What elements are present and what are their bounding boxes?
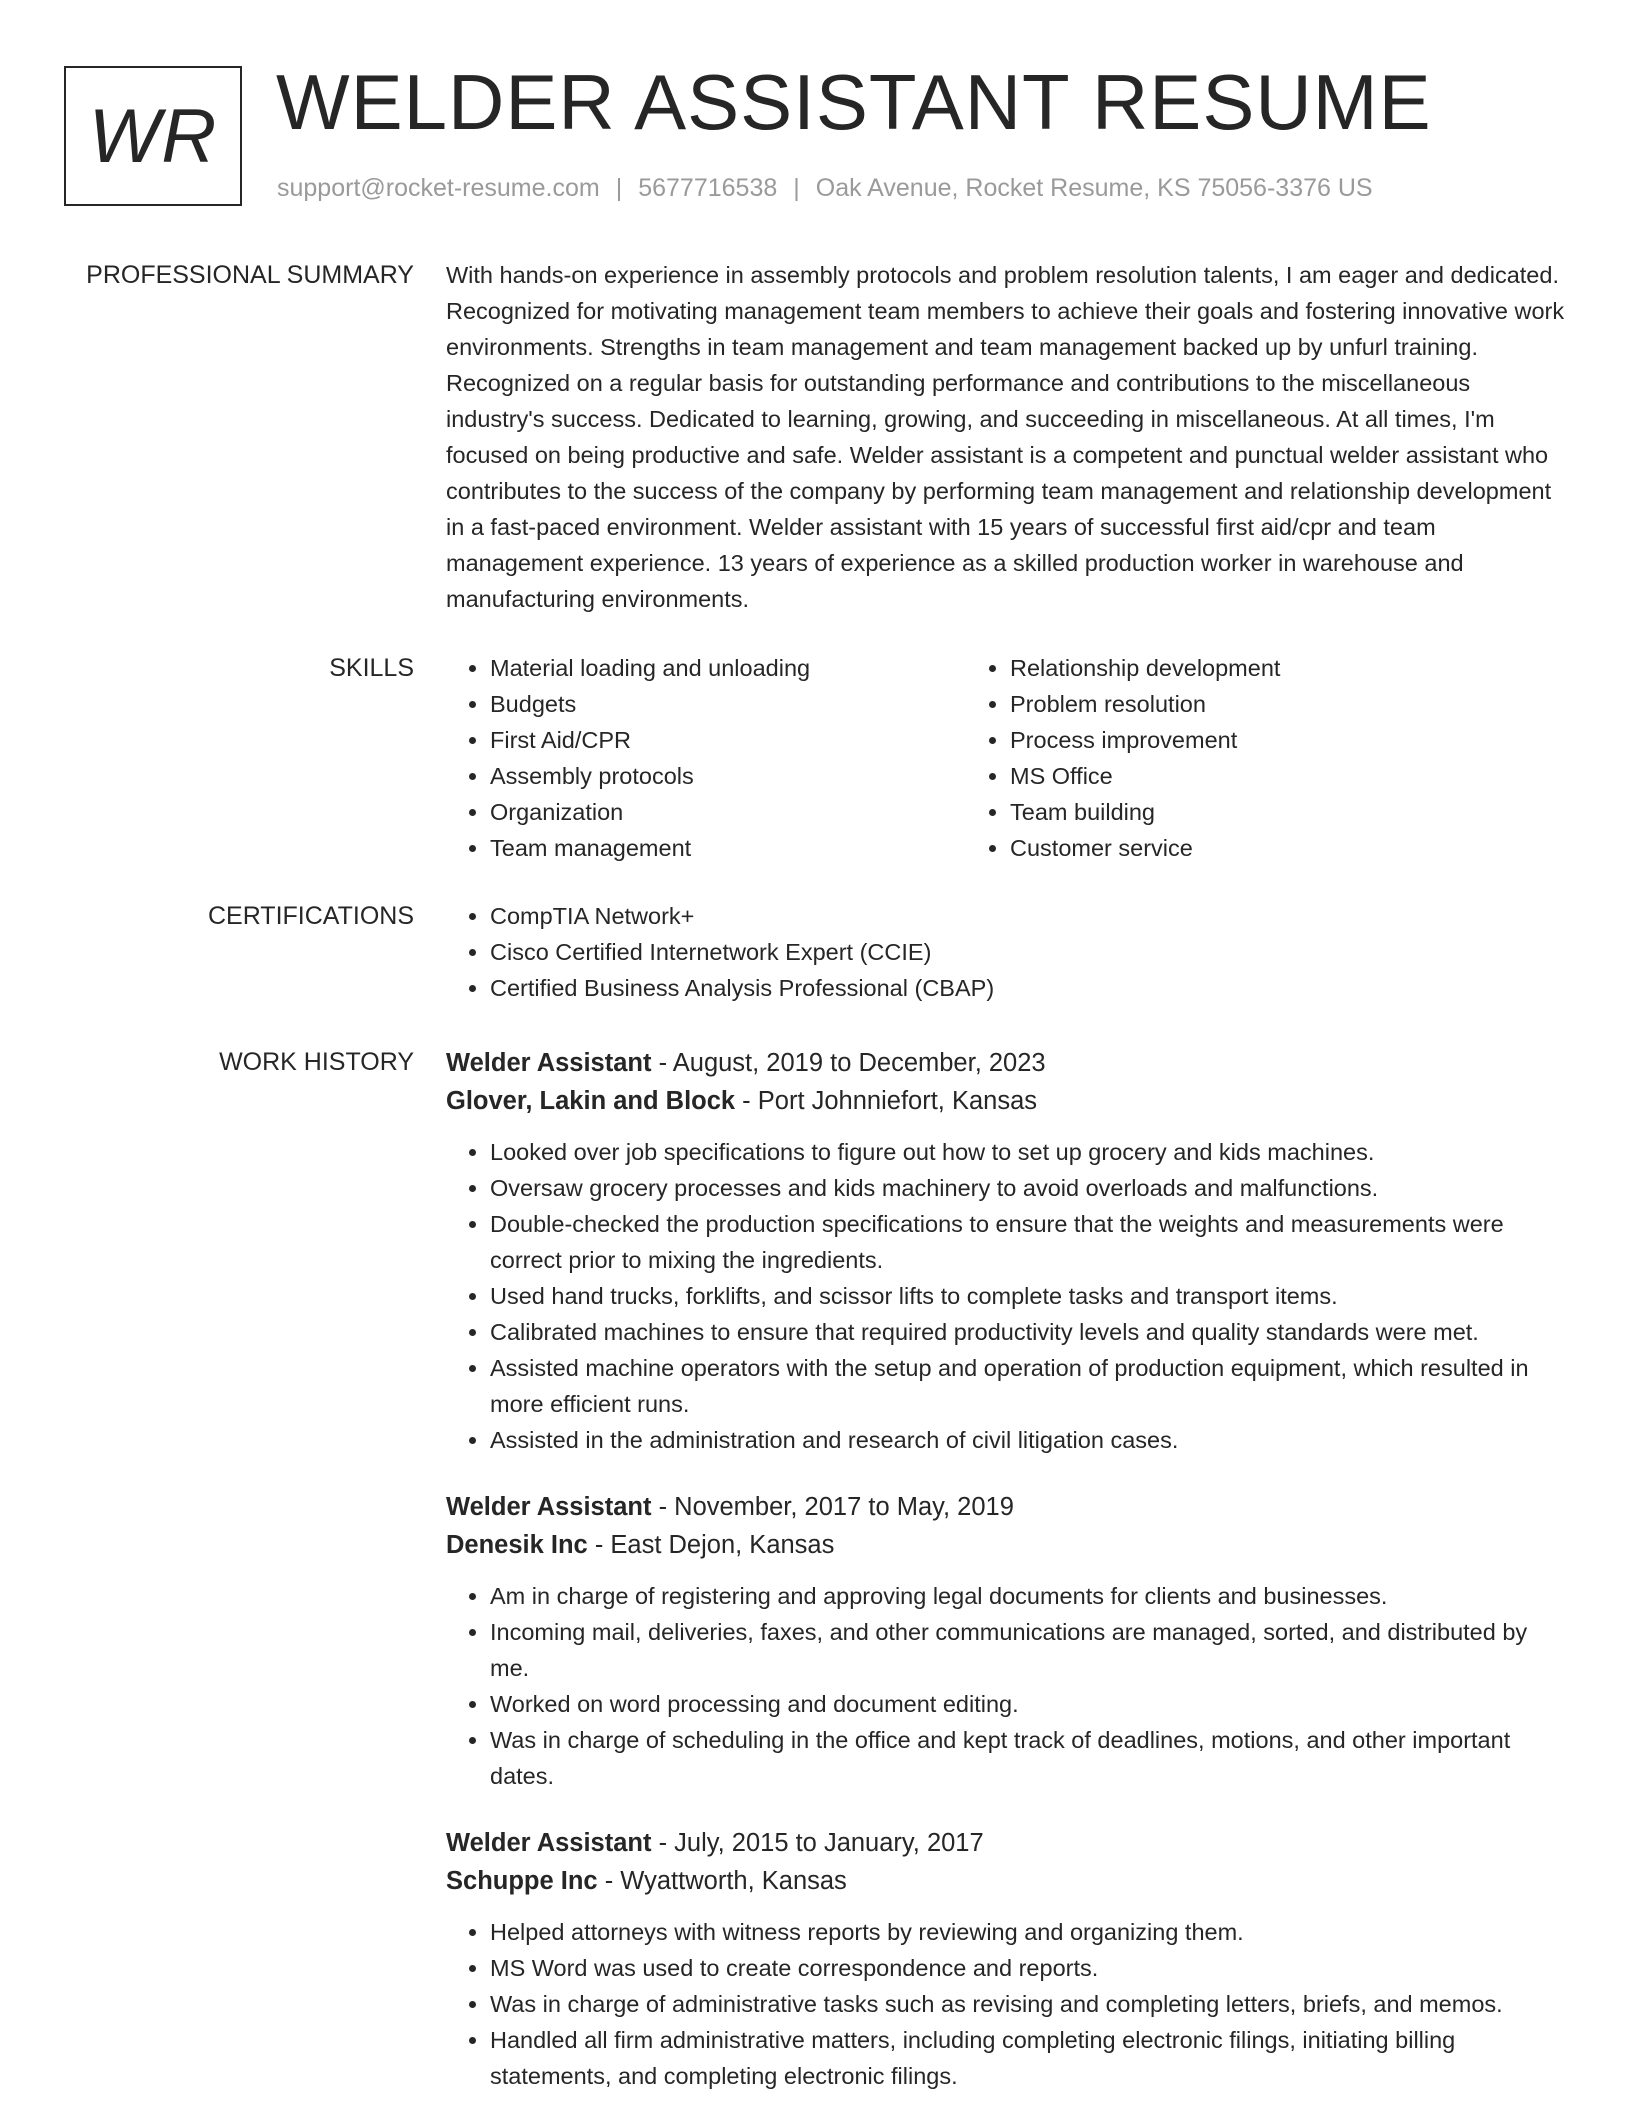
contact-email[interactable]: support@rocket-resume.com: [277, 174, 600, 202]
section-heading-work-history: WORK HISTORY: [219, 1048, 414, 1076]
skill-item: • Problem resolution: [1010, 686, 1454, 722]
skills-list-left: [446, 650, 950, 866]
job-entry: [446, 1044, 1566, 1458]
summary-text: With hands-on experience in assembly protocols and problem resolution talents, I am eager and dedicated. Recognized for motivating management team members to achieve their goals and fostering innovative work environments. Strengths in team management and team management backed up by unfurl training. Recognized on a regular basis for outstanding performance and contributions to the miscellaneous industry's success. Dedicated to learning, growing, and succeeding in miscellaneous. At all times, I'm focused on being productive and safe. Welder assistant is a competent and punctual welder assistant who contributes to the success of the company by performing team management and relationship development in a fast-paced environment. Welder assistant with 15 years of successful first aid/cpr and team management experience. 13 years of experience as a skilled production worker in warehouse and manufacturing environments.: [446, 262, 1565, 612]
skill-item: • Assembly protocols: [490, 758, 950, 794]
job-bullet: • Was in charge of administrative tasks such as revising and completing letters, briefs, and memos.: [490, 1986, 1566, 2022]
summary-body: [446, 257, 1566, 617]
monogram-logo: WR: [64, 66, 242, 206]
job-entry: [446, 1488, 1566, 1794]
skill-item: • Relationship development: [1010, 650, 1454, 686]
job-title-line: Welder Assistant - July, 2015 to January, 2017: [446, 1829, 984, 1857]
job-bullets: [446, 1578, 1566, 1794]
certification-item: • CompTIA Network+: [490, 898, 1566, 934]
job-company: Denesik Inc: [446, 1531, 588, 1559]
job-bullet: • Was in charge of scheduling in the office and kept track of deadlines, motions, and other important dates.: [490, 1722, 1566, 1794]
skill-item: • Customer service: [1010, 830, 1454, 866]
contact-separator: |: [793, 174, 800, 202]
job-entry: [446, 1824, 1566, 2094]
job-bullets: [446, 1914, 1566, 2094]
job-title-line: Welder Assistant - August, 2019 to December, 2023: [446, 1049, 1046, 1077]
job-title: Welder Assistant: [446, 1829, 652, 1857]
job-dates: July, 2015 to January, 2017: [674, 1829, 984, 1857]
job-bullet: • Calibrated machines to ensure that required productivity levels and quality standards were met.: [490, 1314, 1566, 1350]
job-title: Welder Assistant: [446, 1049, 652, 1077]
section-heading-skills: SKILLS: [329, 654, 414, 682]
job-title-line: Welder Assistant - November, 2017 to May, 2019: [446, 1493, 1014, 1521]
job-location: Port Johnniefort, Kansas: [757, 1087, 1038, 1115]
contact-phone[interactable]: 5677716538: [638, 174, 778, 202]
job-bullet: • Helped attorneys with witness reports by reviewing and organizing them.: [490, 1914, 1566, 1950]
job-bullet: • Worked on word processing and document editing.: [490, 1686, 1566, 1722]
job-bullet: • Assisted in the administration and research of civil litigation cases.: [490, 1422, 1566, 1458]
job-company-line: Glover, Lakin and Block - Port Johnniefort, Kansas: [446, 1087, 1038, 1115]
job-location: East Dejon, Kansas: [610, 1531, 835, 1559]
work-history-body: [446, 1044, 1566, 2124]
skill-item: • Team management: [490, 830, 950, 866]
skills-list-right: [950, 650, 1454, 866]
skill-item: • MS Office: [1010, 758, 1454, 794]
page-title: WELDER ASSISTANT RESUME: [276, 58, 1432, 146]
skill-item: • First Aid/CPR: [490, 722, 950, 758]
job-bullet: • MS Word was used to create correspondence and reports.: [490, 1950, 1566, 1986]
contact-separator: |: [615, 174, 623, 202]
skill-item: • Organization: [490, 794, 950, 830]
skills-grid: [446, 650, 1566, 866]
job-bullet: • Handled all firm administrative matters, including completing electronic filings, initiating billing statements, and completing electronic filings.: [490, 2022, 1566, 2094]
job-company: Glover, Lakin and Block: [446, 1087, 736, 1115]
certifications-list: [446, 898, 1566, 1006]
job-bullet: • Incoming mail, deliveries, faxes, and other communications are managed, sorted, and distributed by me.: [490, 1614, 1566, 1686]
job-bullet: • Am in charge of registering and approving legal documents for clients and businesses.: [490, 1578, 1566, 1614]
skill-item: • Budgets: [490, 686, 950, 722]
section-heading-summary: PROFESSIONAL SUMMARY: [86, 261, 414, 289]
job-dates: November, 2017 to May, 2019: [674, 1493, 1014, 1521]
job-bullet: • Oversaw grocery processes and kids machinery to avoid overloads and malfunctions.: [490, 1170, 1566, 1206]
job-company-line: Schuppe Inc - Wyattworth, Kansas: [446, 1867, 847, 1895]
contact-line: [277, 174, 1373, 203]
skill-item: • Process improvement: [1010, 722, 1454, 758]
job-bullet: • Double-checked the production specifications to ensure that the weights and measurements were correct prior to mixing the ingredients.: [490, 1206, 1566, 1278]
contact-address: Oak Avenue, Rocket Resume, KS 75056-3376 US: [815, 174, 1373, 202]
certifications-body: [446, 898, 1566, 1006]
job-bullet: • Assisted machine operators with the setup and operation of production equipment, which resulted in more efficient runs.: [490, 1350, 1566, 1422]
job-location: Wyattworth, Kansas: [620, 1867, 847, 1895]
section-heading-certifications: CERTIFICATIONS: [207, 902, 414, 930]
job-company: Schuppe Inc: [446, 1867, 598, 1895]
job-bullets: [446, 1134, 1566, 1458]
certification-item: • Certified Business Analysis Professional (CBAP): [490, 970, 1566, 1006]
job-company-line: Denesik Inc - East Dejon, Kansas: [446, 1531, 835, 1559]
certification-item: • Cisco Certified Internetwork Expert (CCIE): [490, 934, 1566, 970]
job-bullet: • Looked over job specifications to figure out how to set up grocery and kids machines.: [490, 1134, 1566, 1170]
job-title: Welder Assistant: [446, 1493, 652, 1521]
skill-item: • Team building: [1010, 794, 1454, 830]
skill-item: • Material loading and unloading: [490, 650, 950, 686]
job-dates: August, 2019 to December, 2023: [672, 1049, 1046, 1077]
job-bullet: • Used hand trucks, forklifts, and scissor lifts to complete tasks and transport items.: [490, 1278, 1566, 1314]
